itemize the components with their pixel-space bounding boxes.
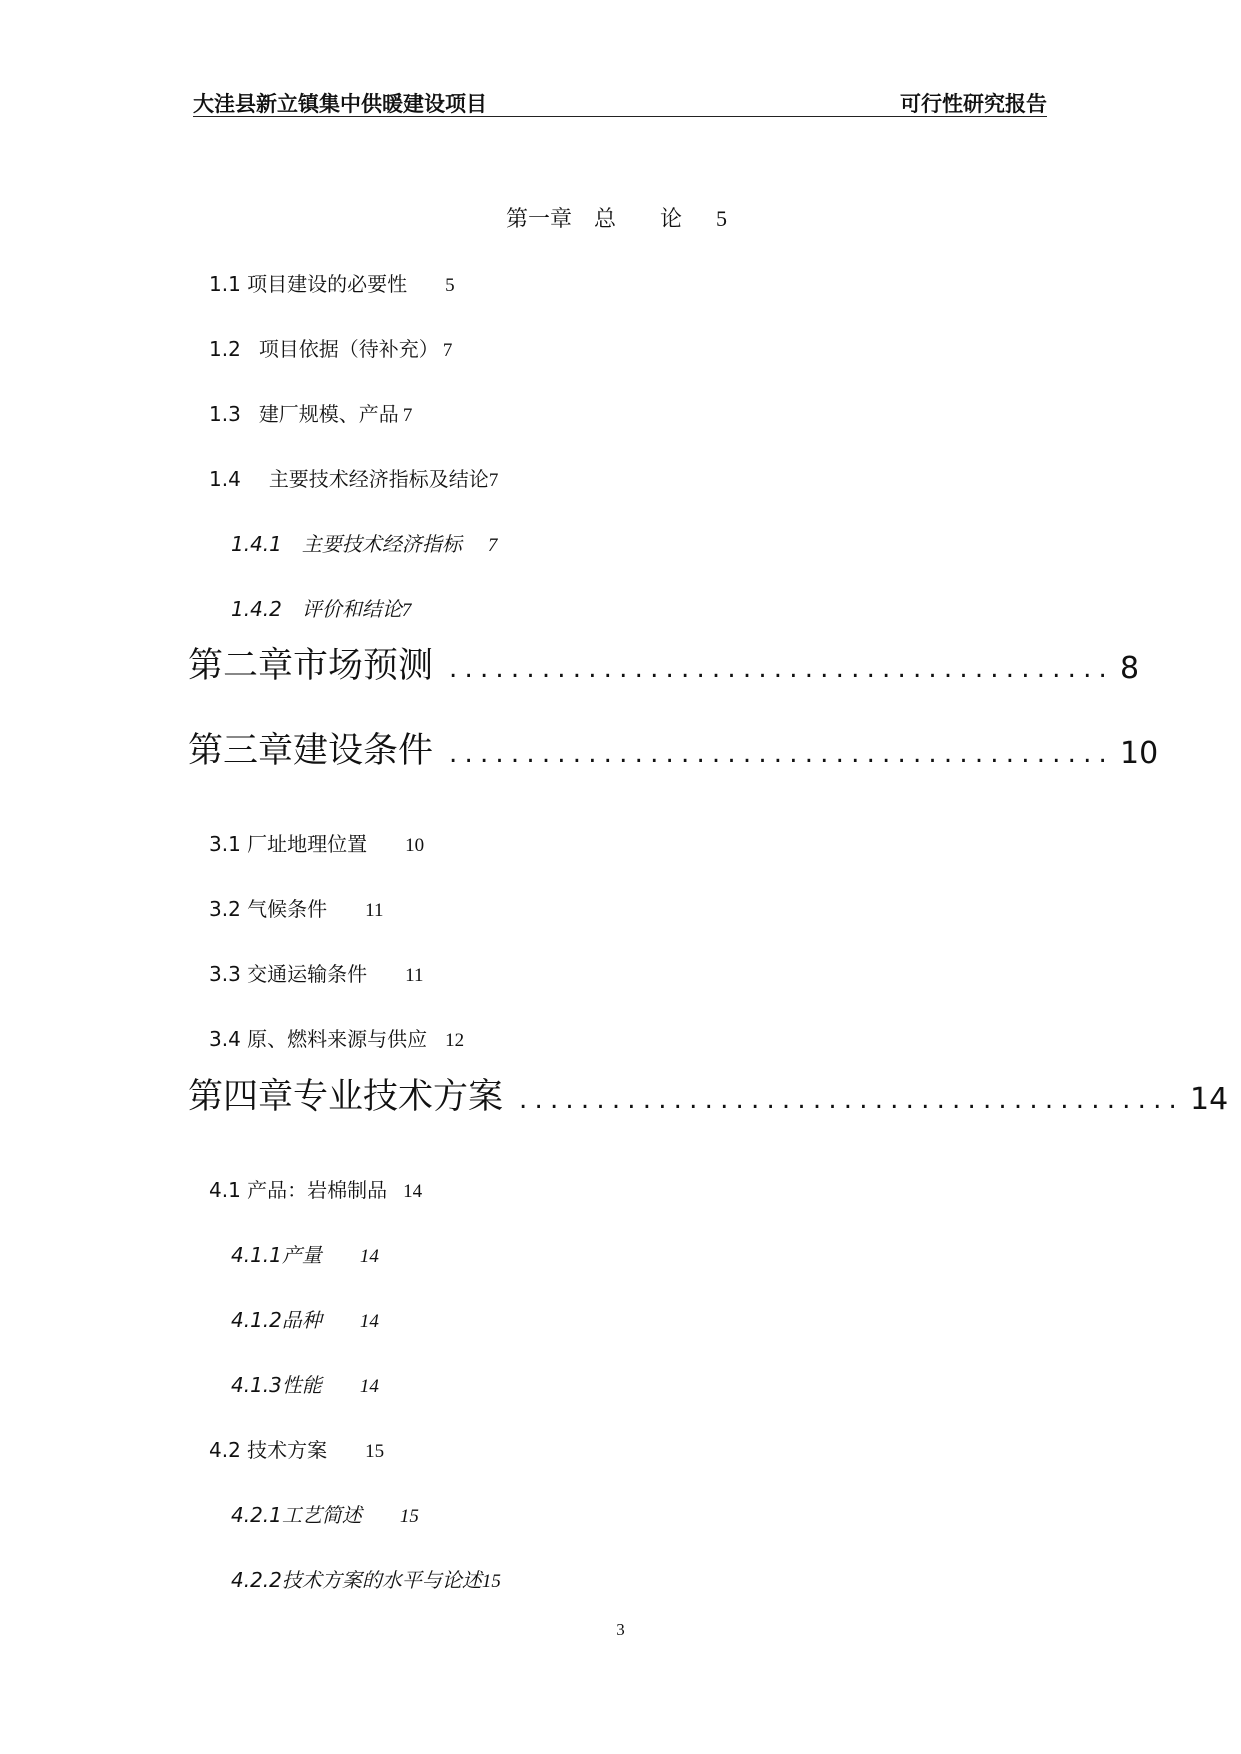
toc-section-title: 项目建设的必要性 [247,272,408,296]
toc-subsection-1-4-1[interactable] [231,528,497,557]
toc-section-title: 气候条件 [247,897,328,921]
toc-section-title: 产品：岩棉制品 [247,1178,388,1202]
toc-page-number: 14 [403,1181,423,1202]
toc-page-number: 14 [359,1376,379,1397]
toc-section-number: 3.4 [209,1027,241,1051]
toc-subsection-title: 性能 [281,1373,322,1397]
toc-subsection-number: 4.1.3 [231,1373,282,1397]
toc-section-1-1[interactable] [209,268,455,297]
header-report-type: 可行性研究报告 [900,92,1047,116]
toc-section-number: 1.4 [209,467,241,491]
toc-section-number: 3.1 [209,832,241,856]
toc-dot-leader: ........................................... [519,1085,1185,1115]
toc-page-number: 8 [1120,651,1140,686]
toc-chapter-1[interactable] [506,202,727,233]
toc-subsection-4-1-2[interactable] [231,1304,379,1333]
toc-subsection-title: 评价和结论 [301,597,402,621]
toc-page-number: 15 [481,1571,501,1592]
toc-subsection-number: 1.4.2 [231,597,282,621]
toc-chapter-number: 第三章 [188,731,294,771]
toc-subsection-title: 品种 [281,1308,322,1332]
toc-section-3-1[interactable] [209,828,424,857]
toc-chapter-title: 建设条件 [293,731,434,771]
toc-subsection-number: 4.1.2 [231,1308,282,1332]
toc-subsection-number: 4.2.2 [231,1568,282,1592]
toc-section-title: 原、燃料来源与供应 [247,1027,428,1051]
toc-dot-leader: ........................................... [449,654,1115,684]
toc-page-number: 7 [402,405,413,426]
toc-section-1-3[interactable] [209,398,412,427]
toc-section-number: 3.2 [209,897,241,921]
toc-subsection-number: 4.1.1 [231,1243,282,1267]
toc-section-3-3[interactable] [209,958,423,987]
toc-chapter-title-a: 总 [594,207,617,232]
toc-section-1-2[interactable] [209,333,452,362]
toc-section-4-2[interactable] [209,1434,384,1463]
toc-section-3-4[interactable] [209,1023,464,1052]
toc-section-number: 1.1 [209,272,241,296]
toc-page-number: 7 [401,600,412,621]
toc-page-number: 11 [365,900,384,921]
toc-subsection-4-2-2[interactable] [231,1564,501,1593]
toc-page-number: 10 [405,835,425,856]
toc-page-number: 5 [716,206,728,231]
toc-dot-leader: ........................................... [449,739,1115,769]
toc-subsection-1-4-2[interactable] [231,593,411,622]
page-number-footer: 3 [616,1620,625,1639]
toc-page-number: 15 [365,1441,385,1462]
toc-subsection-title: 技术方案的水平与论述 [281,1568,482,1592]
toc-subsection-title: 工艺简述 [281,1503,362,1527]
toc-page-number: 14 [359,1311,379,1332]
toc-chapter-title-b: 论 [660,207,683,232]
toc-page-number: 10 [1120,736,1159,771]
toc-chapter-2[interactable] [188,642,1140,688]
toc-section-title: 项目依据（待补充） [258,337,439,361]
toc-section-number: 4.1 [209,1178,241,1202]
page-header [193,88,1047,117]
toc-section-number: 1.2 [209,337,241,361]
toc-chapter-4[interactable] [188,1073,1229,1119]
toc-section-number: 4.2 [209,1438,241,1462]
toc-section-title: 技术方案 [247,1438,328,1462]
toc-page-number: 5 [445,275,455,296]
toc-section-title: 建厂规模、产品 [258,402,399,426]
toc-section-number: 1.3 [209,402,241,426]
toc-section-title: 主要技术经济指标及结论 [268,467,489,491]
toc-subsection-4-1-1[interactable] [231,1239,379,1268]
toc-subsection-title: 产量 [281,1243,322,1267]
toc-section-title: 厂址地理位置 [247,832,368,856]
toc-chapter-number: 第二章 [188,646,294,686]
toc-chapter-number: 第四章 [188,1077,294,1117]
toc-subsection-title: 主要技术经济指标 [301,532,462,556]
toc-page-number: 15 [399,1506,419,1527]
toc-section-1-4[interactable] [209,463,498,492]
toc-subsection-4-2-1[interactable] [231,1499,419,1528]
toc-chapter-title: 专业技术方案 [293,1077,504,1117]
toc-chapter-3[interactable] [188,727,1159,773]
toc-page-number: 7 [487,535,498,556]
header-project-name: 大洼县新立镇集中供暖建设项目 [193,92,487,116]
toc-section-4-1[interactable] [209,1174,422,1203]
toc-chapter-number: 第一章 [506,207,573,232]
toc-subsection-4-1-3[interactable] [231,1369,379,1398]
toc-page-number: 12 [445,1030,465,1051]
toc-section-title: 交通运输条件 [247,962,368,986]
toc-page-number: 11 [405,965,424,986]
toc-subsection-number: 4.2.1 [231,1503,282,1527]
toc-section-number: 3.3 [209,962,241,986]
toc-chapter-title: 市场预测 [293,646,434,686]
toc-section-3-2[interactable] [209,893,383,922]
toc-subsection-number: 1.4.1 [231,532,282,556]
toc-page-number: 14 [1190,1082,1229,1117]
toc-page-number: 7 [442,340,453,361]
toc-page-number: 7 [488,470,499,491]
toc-page-number: 14 [359,1246,379,1267]
